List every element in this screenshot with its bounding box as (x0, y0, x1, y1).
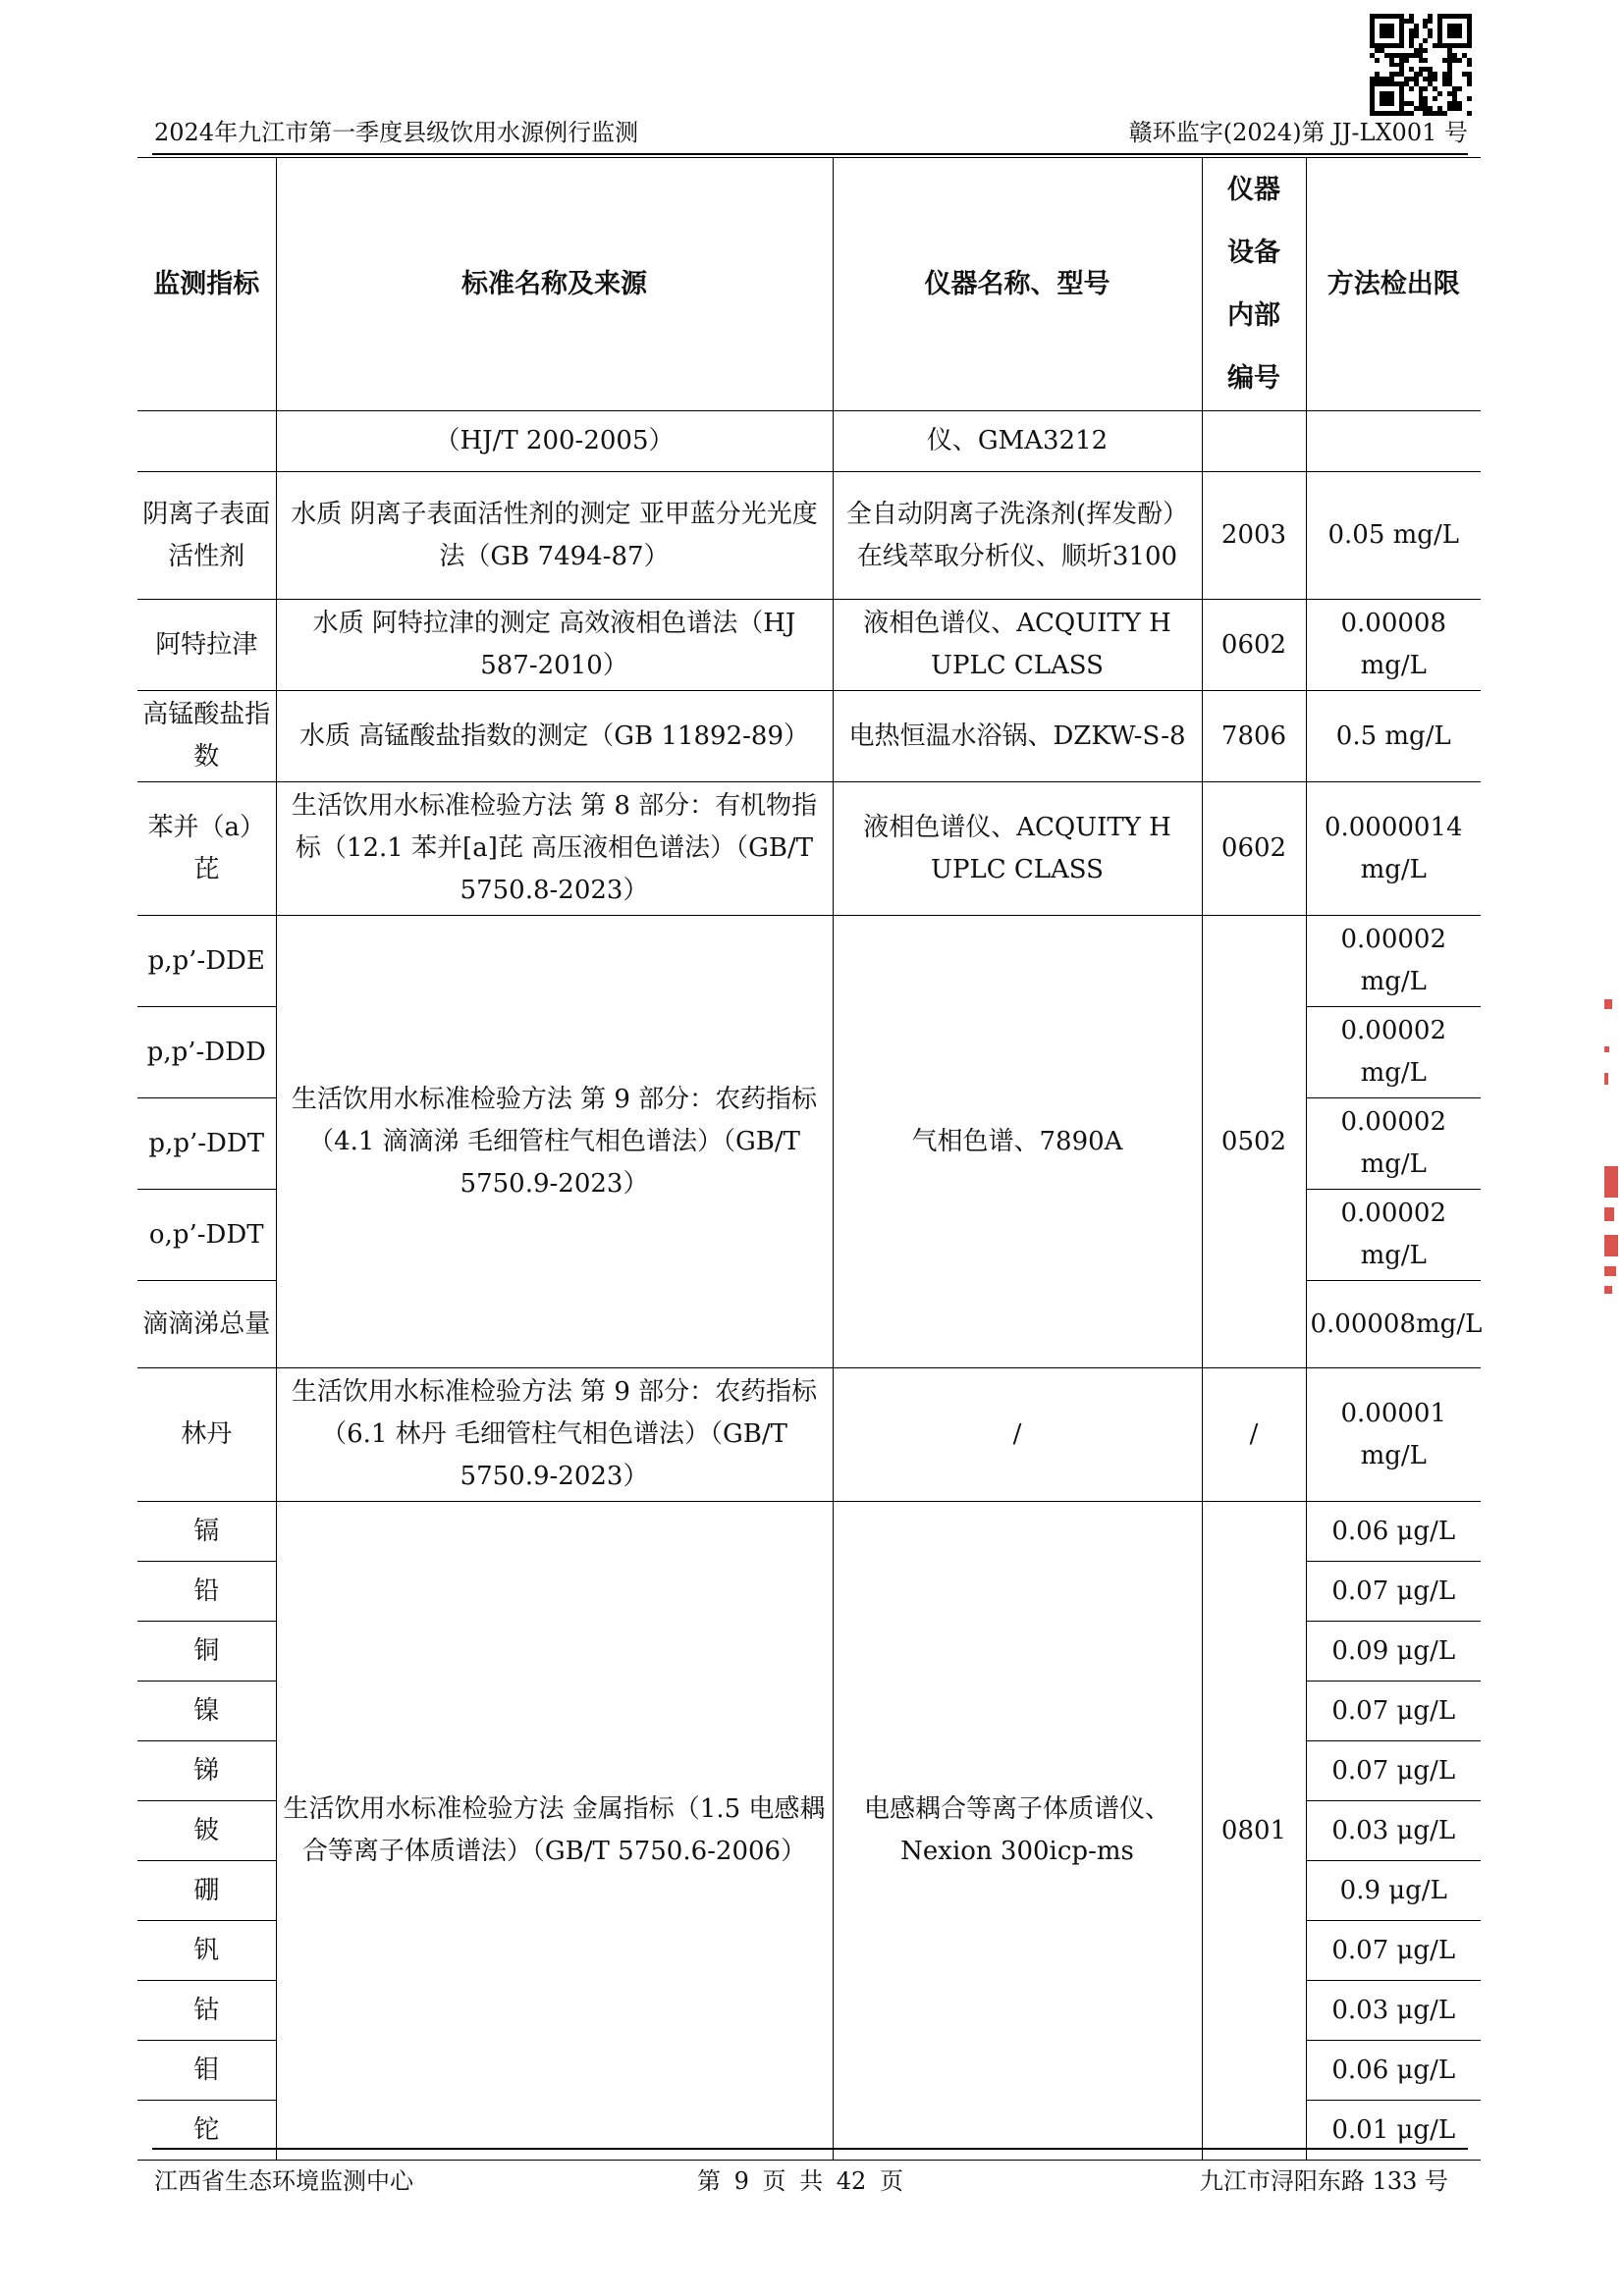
report-title: 2024年九江市第一季度县级饮用水源例行监测 (154, 119, 639, 146)
indicator-cell: 锑 (137, 1741, 276, 1801)
column-header-code: 仪器设备内部编号 (1202, 158, 1306, 411)
standard-cell: 水质 阴离子表面活性剂的测定 亚甲蓝分光光度法（GB 7494-87） (276, 472, 833, 600)
column-header-instrument: 仪器名称、型号 (833, 158, 1202, 411)
standard-cell: 生活饮用水标准检验方法 第 9 部分：农药指标 （6.1 林丹 毛细管柱气相色谱法）（GB/T 5750.9-2023） (276, 1368, 833, 1502)
page-footer (152, 2148, 1468, 2195)
limit-cell: 0.00002 mg/L (1306, 1007, 1481, 1098)
page-number: 第 9 页 共 42 页 (697, 2167, 903, 2195)
indicator-cell: 阴离子表面活性剂 (137, 472, 276, 600)
code-cell: / (1202, 1368, 1306, 1502)
indicator-cell (137, 411, 276, 472)
indicator-cell: o,p’-DDT (137, 1190, 276, 1281)
indicator-cell: 高锰酸盐指数 (137, 691, 276, 782)
limit-cell: 0.03 μg/L (1306, 1981, 1481, 2041)
indicator-cell: p,p’-DDT (137, 1098, 276, 1190)
table-row (137, 782, 1481, 916)
limit-cell: 0.00001 mg/L (1306, 1368, 1481, 1502)
code-cell: 0602 (1202, 600, 1306, 691)
limit-cell: 0.07 μg/L (1306, 1562, 1481, 1622)
qr-code (1370, 14, 1472, 116)
column-header-limit: 方法检出限 (1306, 158, 1481, 411)
instrument-cell: 全自动阴离子洗涤剂(挥发酚）在线萃取分析仪、顺圻3100 (833, 472, 1202, 600)
indicator-cell: 滴滴涕总量 (137, 1281, 276, 1368)
code-cell: 0502 (1202, 916, 1306, 1368)
table-row (137, 1368, 1481, 1502)
indicator-cell: 镉 (137, 1502, 276, 1562)
page-header (152, 116, 1468, 155)
report-number: 赣环监字(2024)第 JJ-LX001 号 (1128, 119, 1468, 146)
instrument-cell: 液相色谱仪、ACQUITY H UPLC CLASS (833, 782, 1202, 916)
table-row (137, 1502, 1481, 1562)
code-cell: 0801 (1202, 1502, 1306, 2161)
limit-cell: 0.05 mg/L (1306, 472, 1481, 600)
limit-cell: 0.07 μg/L (1306, 1921, 1481, 1981)
table-row (137, 472, 1481, 600)
column-header-indicator: 监测指标 (137, 158, 276, 411)
limit-cell: 0.01 μg/L (1306, 2101, 1481, 2161)
limit-cell: 0.00002 mg/L (1306, 916, 1481, 1007)
indicator-cell: 阿特拉津 (137, 600, 276, 691)
instrument-cell: 气相色谱、7890A (833, 916, 1202, 1368)
limit-cell: 0.9 μg/L (1306, 1861, 1481, 1921)
code-cell: 7806 (1202, 691, 1306, 782)
code-cell: 0602 (1202, 782, 1306, 916)
table-row (137, 600, 1481, 691)
limit-cell: 0.03 μg/L (1306, 1801, 1481, 1861)
limit-cell: 0.09 μg/L (1306, 1622, 1481, 1682)
indicator-cell: 镍 (137, 1682, 276, 1741)
indicator-cell: 钼 (137, 2041, 276, 2101)
table-row (137, 916, 1481, 1007)
limit-cell: 0.5 mg/L (1306, 691, 1481, 782)
indicator-cell: 钒 (137, 1921, 276, 1981)
indicator-cell: 铍 (137, 1801, 276, 1861)
limit-cell: 0.07 μg/L (1306, 1682, 1481, 1741)
limit-cell: 0.00008mg/L (1306, 1281, 1481, 1368)
footer-organization: 江西省生态环境监测中心 (154, 2167, 413, 2195)
limit-cell: 0.06 μg/L (1306, 2041, 1481, 2101)
limit-cell: 0.06 μg/L (1306, 1502, 1481, 1562)
standard-cell: 水质 高锰酸盐指数的测定（GB 11892-89） (276, 691, 833, 782)
indicator-cell: p,p’-DDE (137, 916, 276, 1007)
instrument-cell: 液相色谱仪、ACQUITY H UPLC CLASS (833, 600, 1202, 691)
footer-address: 九江市浔阳东路 133 号 (1199, 2167, 1448, 2195)
limit-cell: 0.07 μg/L (1306, 1741, 1481, 1801)
code-cell (1202, 411, 1306, 472)
indicator-cell: p,p’-DDD (137, 1007, 276, 1098)
code-cell: 2003 (1202, 472, 1306, 600)
standard-cell: 生活饮用水标准检验方法 第 8 部分：有机物指标（12.1 苯并[a]芘 高压液相色谱法）（GB/T 5750.8-2023） (276, 782, 833, 916)
instrument-cell: 电热恒温水浴锅、DZKW-S-8 (833, 691, 1202, 782)
method-table (137, 157, 1481, 2161)
standard-cell: 生活饮用水标准检验方法 第 9 部分：农药指标 （4.1 滴滴涕 毛细管柱气相色谱法）（GB/T 5750.9-2023） (276, 916, 833, 1368)
indicator-cell: 铊 (137, 2101, 276, 2161)
indicator-cell: 苯并（a）芘 (137, 782, 276, 916)
table-row (137, 411, 1481, 472)
limit-cell: 0.00008 mg/L (1306, 600, 1481, 691)
limit-cell: 0.00002 mg/L (1306, 1098, 1481, 1190)
standard-cell: 水质 阿特拉津的测定 高效液相色谱法（HJ 587-2010） (276, 600, 833, 691)
instrument-cell: 仪、GMA3212 (833, 411, 1202, 472)
instrument-cell: 电感耦合等离子体质谱仪、Nexion 300icp-ms (833, 1502, 1202, 2161)
column-header-standard: 标准名称及来源 (276, 158, 833, 411)
table-row (137, 691, 1481, 782)
limit-cell: 0.00002 mg/L (1306, 1190, 1481, 1281)
indicator-cell: 铅 (137, 1562, 276, 1622)
indicator-cell: 硼 (137, 1861, 276, 1921)
indicator-cell: 铜 (137, 1622, 276, 1682)
instrument-cell: / (833, 1368, 1202, 1502)
limit-cell (1306, 411, 1481, 472)
standard-cell: 生活饮用水标准检验方法 金属指标（1.5 电感耦合等离子体质谱法）（GB/T 5750.6-2006） (276, 1502, 833, 2161)
indicator-cell: 钴 (137, 1981, 276, 2041)
limit-cell: 0.0000014 mg/L (1306, 782, 1481, 916)
seal-stamp-edge (1604, 999, 1618, 1294)
standard-cell: （HJ/T 200-2005） (276, 411, 833, 472)
indicator-cell: 林丹 (137, 1368, 276, 1502)
